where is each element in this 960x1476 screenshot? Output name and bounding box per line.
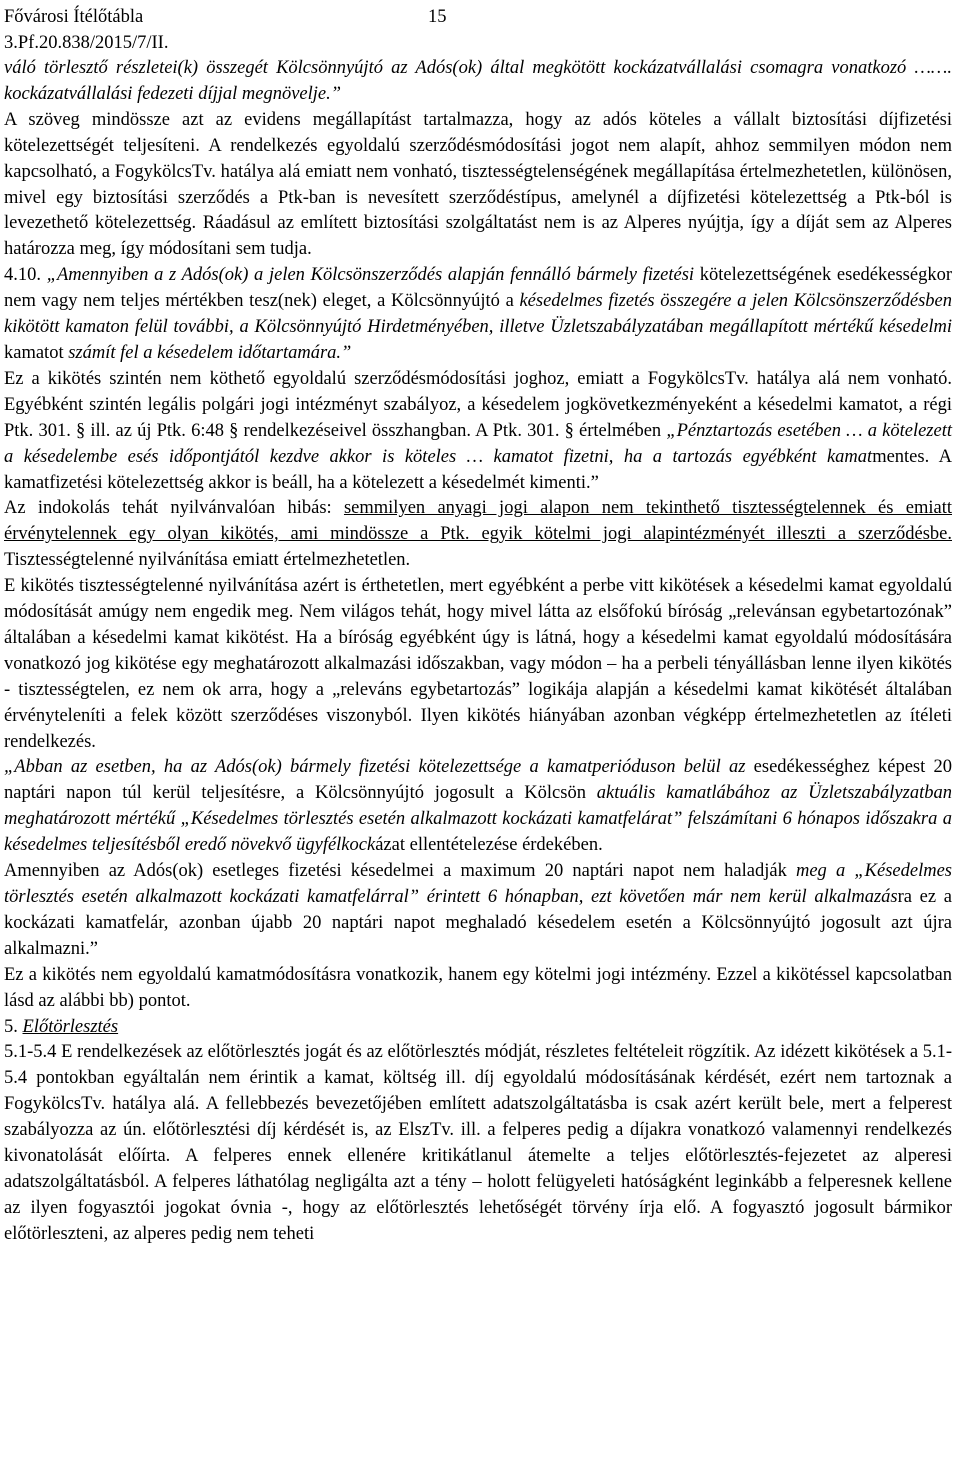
text-segment: „Amennyiben a z Adós(ok) a jelen Kölcsönszerződés alapján fennálló bármely fizetési	[46, 265, 695, 286]
document-body	[4, 56, 952, 1248]
text-segment: ázat ellentételezése érdekében.	[375, 835, 603, 856]
text-segment: aktuális kamatlábához az Üzletszabályzatban meghatározott mértékű „Késedelmes törlesztés esetén alkalmazott kockázati kamatfelárat” felszámítani 6 hónapos időszakra a késedelmes teljesítésből eredő növekvő ügyfélkock	[4, 783, 952, 856]
paragraph	[4, 496, 952, 574]
court-name: Fővárosi Ítélőtábla	[4, 7, 144, 27]
text-segment: esedékességhez képest 20 naptári napon túl kerül teljesítésre, a Kölcsönnyújtó jogosult a Kölcsön	[4, 757, 952, 804]
text-segment: késedelmes fizetés összegére a jelen Kölcsönszerződésben kikötött kamaton felül további, a Kölcsönnyújtó Hirdetményében, illetve Üzletszabályzatában megállapított mértékű késedelmi	[4, 291, 952, 338]
paragraph	[4, 859, 952, 963]
paragraph	[4, 1040, 952, 1247]
text-segment: 4.10.	[4, 265, 47, 286]
paragraph	[4, 755, 952, 859]
text-segment: kamatot	[4, 342, 69, 363]
paragraph	[4, 263, 952, 367]
page-number: 15	[428, 7, 447, 27]
paragraph	[4, 56, 952, 108]
text-segment: Előtörlesztés	[22, 1016, 119, 1037]
text-segment: kötelezettségének esedékességkor nem vagy nem teljes mértékben tesz(nek) eleget, a Kölcsönnyújtó a	[4, 265, 952, 312]
page-header	[4, 4, 447, 56]
text-segment: Tisztességtelenné nyilvánítása emiatt értelmezhetetlen.	[4, 550, 411, 571]
text-segment: 5.	[4, 1016, 23, 1037]
text-segment: semmilyen anyagi jogi alapon nem tekinthető tisztességtelennek és emiatt érvénytelennek egy olyan kikötés, ami mindössze a Ptk. egyik kötelmi jogi alapintézményét illeszti a szerződésbe.	[4, 498, 952, 545]
text-segment: váló törlesztő részletei(k) összegét Kölcsönnyújtó az Adós(ok) által megkötött kockázatvállalási csomagra vonatkozó ……. kockázatvállalási fedezeti díjjal megnöveljе.”	[4, 58, 952, 104]
paragraph	[4, 574, 952, 755]
paragraph	[4, 963, 952, 1015]
text-segment: mentes. A kamatfizetési kötelezettség akkor is beáll, ha a kötelezett a késedelmét kimenti.”	[4, 446, 952, 493]
text-segment: E kikötés tisztességtelenné nyilvánítása azért is érthetetlen, mert egyébként a perbe vitt kikötések a késedelmi kamat egyoldalú módosítását amúgy nem engedik meg. Nem világos tehát, hogy mivel látta az elsőfokú bíróság „relevánsan egybetartozónak” általában a késedelmi kamat kikötést. Ha a bíróság egyébként úgy is látná, hogy a késedelmi kamat egyoldalú módosítására vonatkozó jog kikötése egy meghatározott alkalmazási időszakban, vagy módon – ha a perbeli tényállásban lenne ilyen kikötés - tisztességtelen, ez nem ok arra, hogy a „releváns egybetartozás” logikája alapján a késedelmi kamat kikötését általában érvényteleníti a felek között szerződéses viszonyból. Ilyen kikötés hiányában azonban végképp értelmezhetetlen az ítéleti rendelkezés.	[4, 576, 952, 752]
text-segment: 5.1-5.4 E rendelkezések az előtörlesztés jogát és az előtörlesztés módját, részletes feltételeit rögzítik. Az idézett kikötések a 5.1-5.4 pontokban egyáltalán nem érintik a kamat, költség ill. díj egyoldalú módosításának kérdését, ezért nem tartoznak a FogykölcsTv. hatálya alá. A fellebbezés bevezetőjében említett adatszolgáltatásba is csak azért került bele, mert a felperest szabályozza az ún. előtörlesztési díj kérdését is, az ElszTv. ill. a felperes pedig a díjakra vonatkozó valamennyi rendelkezés kivonatolását előírta. A felperes ennek ellenére kritikátlanul átemelte a teljes előtörlesztés-fejezetet az alperesi adatszolgáltatásból. A felperes láthatólag negligálta azt a tény – holott felügyeleti hatóságként leginkább a felperesnek kellene az ilyen fogyasztói jogokat óvnia -, hogy az előtörlesztés lehetőségét törvény írja elő. A fogyasztó jogosult bármikor előtörleszteni, az alperes pedig nem teheti	[4, 1042, 952, 1244]
text-segment: „Pénztartozás esetében … a kötelezett a késedelembe esés időpontjától kezdve akkor is köteles … kamatot fizetni, ha a tartozás egyébként kamat	[4, 420, 952, 467]
text-segment: számít fel a késedelem időtartamára.”	[68, 342, 352, 363]
paragraph	[4, 1015, 952, 1041]
paragraph	[4, 367, 952, 497]
text-segment: ra ez a kockázati kamatfelár, azonban újabb 20 naptári napot meghaladó késedelem esetén a Kölcsönnyújtó jogosult azt újra alkalmazni.”	[4, 887, 952, 959]
text-segment: Ez a kikötés nem egyoldalú kamatmódosításra vonatkozik, hanem egy kötelmi jogi intézmény. Ezzel a kikötéssel kapcsolatban lásd az alábbi bb) pontot.	[4, 964, 952, 1011]
text-segment: A szöveg mindössze azt az evidens megállapítást tartalmazza, hogy az adós köteles a vállalt biztosítási díjfizetési kötelezettségét teljesíteni. A rendelkezés egyoldalú szerződésmódosítási jogot nem alapít, ahhoz semmilyen módon nem kapcsolható, a FogykölcsTv. hatálya alá emiatt nem vonható, tisztességtelenségének megállapítása értelmezhetetlen, különösen, mivel egy biztosítási szerződés a Ptk-ban is nevesített szerződéstípus, amelynél a díjfizetési kötelezettség a Ptk-ból is levezethető kötelezettség. Ráadásul az említett biztosítási szolgáltatást nem is az Alperes nyújtja, így a díját sem az Alperes határozza meg, így módosítani sem tudja.	[4, 109, 952, 260]
case-number: 3.Pf.20.838/2015/7/II.	[4, 33, 169, 53]
text-segment: Ez a kikötés szintén nem köthető egyoldalú szerződésmódosítási joghoz, emiatt a FogykölcsTv. hatálya alá nem vonható. Egyébként szintén legális polgári jogi intézményt szabályoz, a késedelem jogkövetkezményeként a késedelmi kamatot, a régi Ptk. 301. § ill. az új Ptk. 6:48 § rendelkezéseivel összhangban. A Ptk. 301. § értelmében	[4, 368, 952, 441]
text-segment: meg a „Késedelmes törlesztés esetén alkalmazott kockázati kamatfelárral” érintett 6 hónapban, ezt követően már nem kerül alkalmazás	[4, 861, 952, 907]
text-segment: „Abban az esetben, ha az Adós(ok) bármely fizetési kötelezettsége a kamatperióduson belül az	[4, 757, 746, 778]
paragraph	[4, 108, 952, 263]
text-segment: Amennyiben az Adós(ok) esetleges fizetési késedelmei a maximum 20 naptári napot nem haladják	[4, 861, 796, 882]
text-segment: Az indokolás tehát nyilvánvalóan hibás:	[4, 498, 344, 519]
